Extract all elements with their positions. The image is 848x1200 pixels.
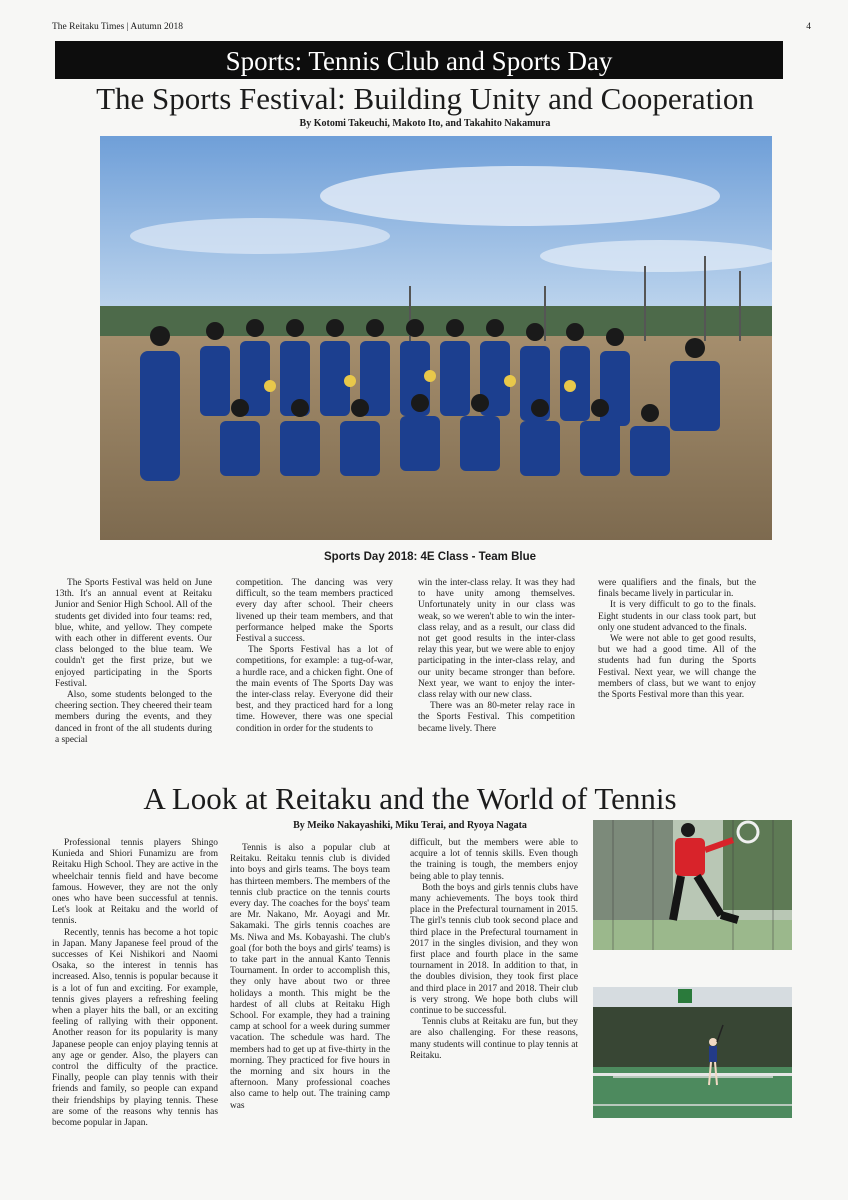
paragraph: Both the boys and girls tennis clubs have many achievements. The boys took third place in the Prefectural tournament in 2015. The girl's tennis club took second place and third place in the Prefectural tournament in 2017 in the singles division, and they won first place and fourth place in the same tournament in 2018. In addition to that, in the doubles division, they took first place and third place in 2017 and 2018. Their club is very strong. We hope both clubs will continue to be successful.: [410, 882, 578, 1017]
paragraph: We were not able to get good results, but we had a good time. All of the students had fun during the Sports Festival. Next year, we will change the members of class, but we want to enjoy the Sports Festival more than this year.: [598, 634, 756, 701]
paragraph: Tennis is also a popular club at Reitaku. Reitaku tennis club is divided into boys and girls teams. The boys team has thirteen members. The members of the tennis club practice on the tennis courts every day. The coaches for the boys' team are Mr. Nakano, Mr. Aoyagi and Mr. Sakamaki. The girls tennis coaches are Ms. Niwa and Ms. Kobayashi. The club's goal (for both the boys and girls' teams) is to take part in the annual Kanto Tennis Tournament. In order to accomplish this, they only have about two or three holidays a month. This might be the hardest of all clubs at Reitaku High School. For example, they had a training camp at school for a week during summer vacation. The schedule was hard. The members had to get up at five-thirty in the morning. They practiced for five hours in the morning and six hours in the afternoon. Many professional coaches also came to help out. The training camp was: [230, 843, 390, 1111]
article1-column-3: [418, 578, 575, 770]
paragraph: difficult, but the members were able to acquire a lot of tennis skills. Even though the training is tough, the members enjoy being able to play tennis.: [410, 838, 578, 882]
photo-caption: Sports Day 2018: 4E Class - Team Blue: [324, 551, 536, 563]
article1-column-2: [236, 578, 393, 770]
page-number: 4: [806, 22, 811, 32]
article2-column-1: [52, 838, 218, 1170]
paragraph: The Sports Festival has a lot of competitions, for example: a tug-of-war, a hurdle race, and a chicken fight. One of the main events of The Sports Day was the inter-class relay. Everyone did their best, and they practiced hard for a long time. However, there was one special condition in order for the students to: [236, 645, 393, 734]
article2-column-3: [410, 838, 578, 1138]
paragraph: win the inter-class relay. It was they had to have unity among themselves. Unfortunately unity in our class was weak, so we weren't able to win the inter-class relay, and as a result, our class did not get good results in the inter-class relay this year, but we were able to enjoy participating in the inter-class relay, and our unity became stronger than before. Next year, we want to enjoy the inter-class relay with our new class.: [418, 578, 575, 701]
article1-byline: By Kotomi Takeuchi, Makoto Ito, and Takahito Nakamura: [299, 118, 551, 129]
paragraph: It is very difficult to go to the finals. Eight students in our class took part, but only one student advanced to the finals.: [598, 600, 756, 633]
article2-byline: By Meiko Nakayashiki, Miku Terai, and Ryoya Nagata: [293, 820, 527, 831]
publication-name: The Reitaku Times | Autumn 2018: [52, 22, 183, 32]
article1-column-4: [598, 578, 756, 770]
paragraph: were qualifiers and the finals, but the finals became lively in particular in.: [598, 578, 756, 600]
tennis-court-photo: [593, 987, 792, 1118]
paragraph: competition. The dancing was very difficult, so the team members practiced every day after school. Their cheers livened up their team members, and that performance helped make the Sports Festival a success.: [236, 578, 393, 645]
section-banner: Sports: Tennis Club and Sports Day: [55, 41, 783, 79]
paragraph: Tennis clubs at Reitaku are fun, but they are also challenging. For these reasons, many students will continue to play tennis at Reitaku.: [410, 1017, 578, 1061]
paragraph: The Sports Festival was held on June 13th. It's an annual event at Reitaku Junior and Senior High School. All of the students get divided into four teams: red, blue, white, and yellow. They compete with each other in different events. Our class belonged to the blue team. We couldn't get the first prize, but we enjoyed participating in the Sports Festival.: [55, 578, 212, 689]
article2-headline: A Look at Reitaku and the World of Tennis: [143, 781, 677, 816]
tennis-player-swing-photo: [593, 820, 792, 950]
paragraph: Professional tennis players Shingo Kunieda and Shiori Funamizu are from Reitaku High School. They are active in the wheelchair tennis field and have become famous. However, they are not the only ones who have been successful at tennis. Let's look at Reitaku and the world of tennis.: [52, 838, 218, 927]
article2-column-2: [230, 843, 390, 1159]
paragraph: Also, some students belonged to the cheering section. They cheered their team members during the events, and they danced in front of the all students during a special: [55, 690, 212, 745]
team-photo: [100, 136, 772, 540]
article1-column-1: [55, 578, 212, 770]
article1-headline: The Sports Festival: Building Unity and Cooperation: [96, 81, 754, 116]
paragraph: Recently, tennis has become a hot topic in Japan. Many Japanese feel proud of the successes of Kei Nishikori and Naomi Osaka, so the interest in tennis has increased. Also, tennis is popular because it is a lot of fun and exciting. For example, tennis gives players a refreshing feeling when a player hits the ball, or an exciting feeling of rallying with their opponent. Another reason for its popularity is many Japanese people can enjoy playing tennis at any age or gender. Also, the players can control the difficulty of the practice. Finally, people can play tennis with their friends and family, so people can expand their friendships by playing tennis. These are some of the reasons why tennis has become popular in Japan.: [52, 927, 218, 1129]
paragraph: There was an 80-meter relay race in the Sports Festival. This competition became lively. There: [418, 701, 575, 734]
